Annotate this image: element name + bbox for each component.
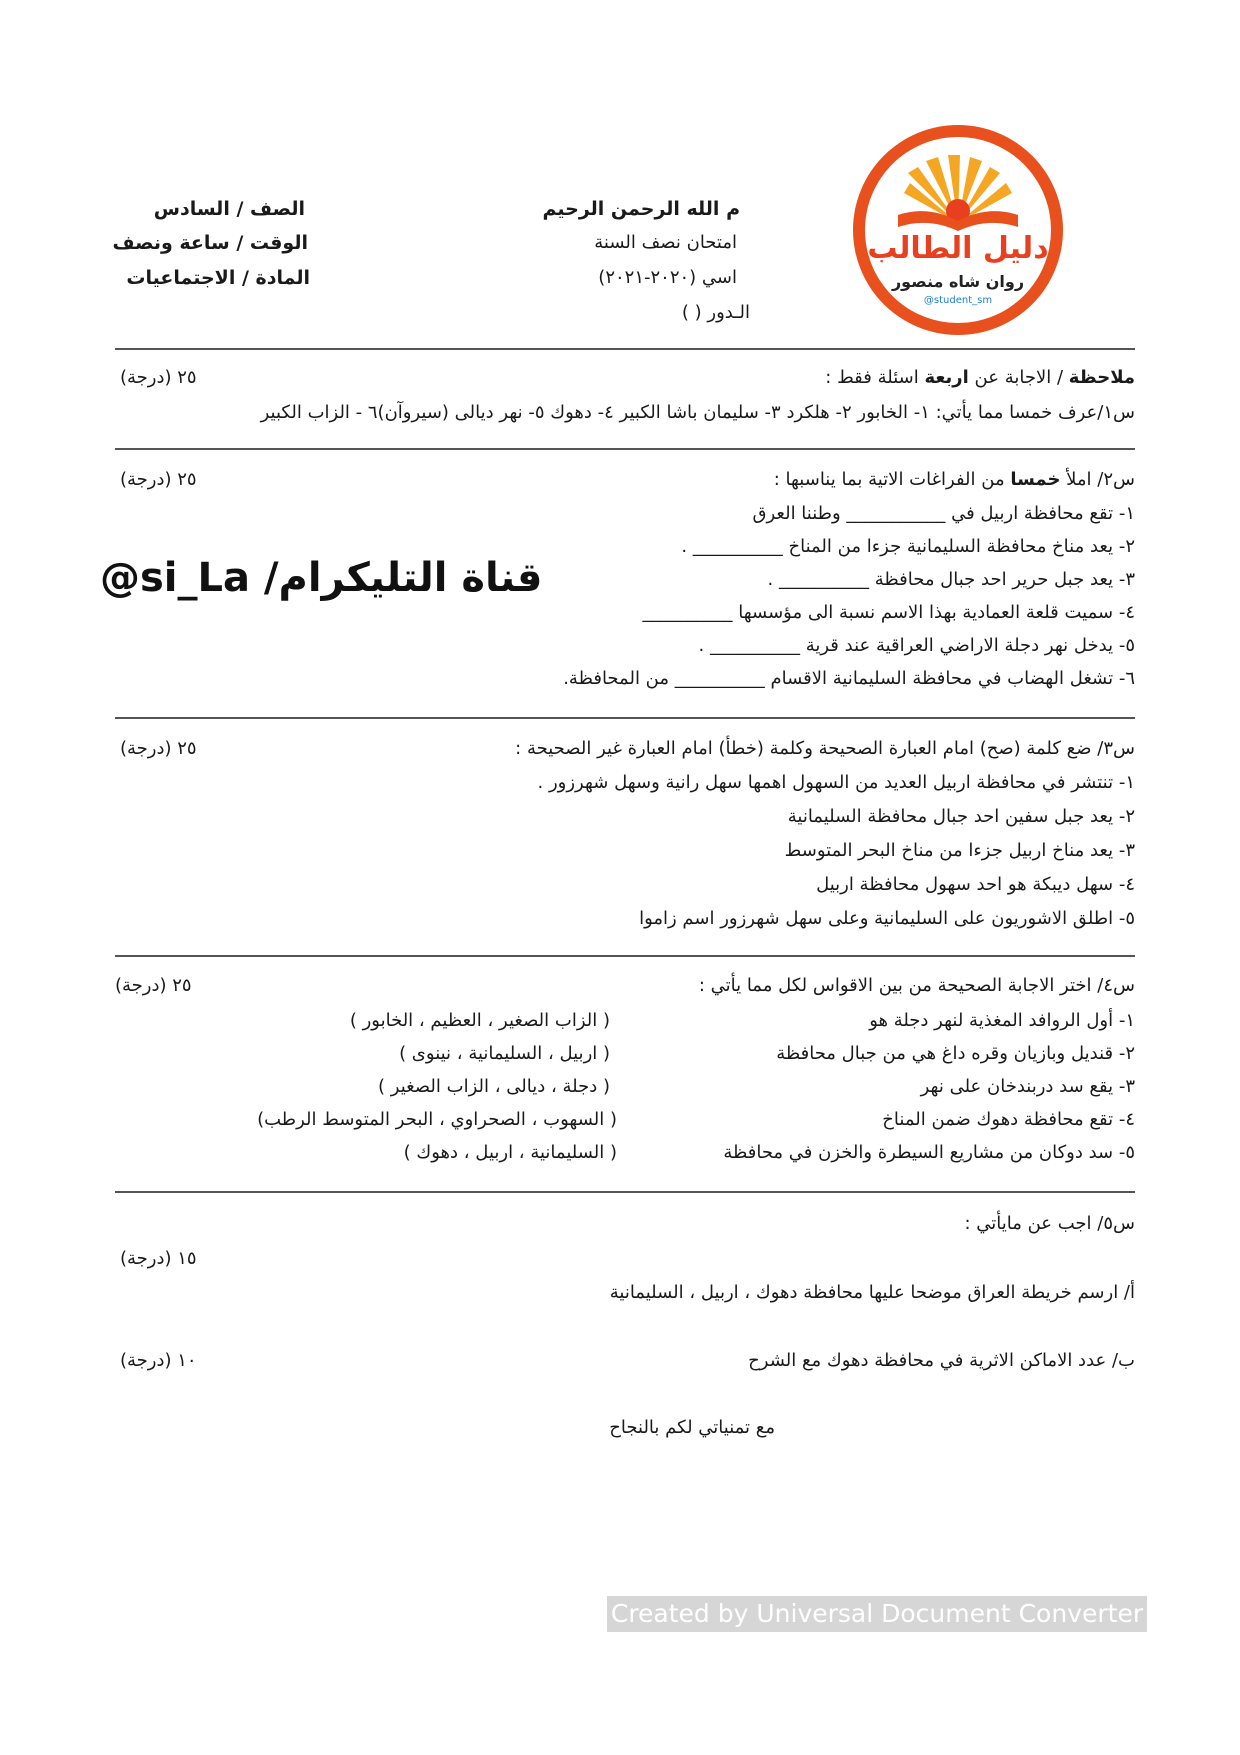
q4-options: ( دجلة ، ديالى ، الزاب الصغير ) — [378, 1076, 610, 1097]
exam-year: اسي (٢٠٢٠-٢٠٢١) — [598, 267, 737, 288]
q2-item: ٦- تشغل الهضاب في محافظة السليمانية الاقسام __________ من المحافظة. — [563, 668, 1135, 689]
q1-points: ٢٥ (درجة) — [120, 367, 197, 388]
logo-handle: @student_sm — [923, 295, 993, 306]
q2-title-a: س٢/ املأ — [1060, 469, 1135, 490]
exam-round: الـدور ( ) — [681, 302, 750, 323]
q4-options: ( السهوب ، الصحراوي ، البحر المتوسط الرطب) — [257, 1109, 617, 1130]
q2-title-bold: خمسا — [1010, 469, 1061, 490]
q1-text: س١/عرف خمسا مما يأتي: ١- الخابور ٢- هلكرد ٣- سليمان باشا الكبير ٤- دهوك ٥- نهر ديالى (سيروآن)٦ - الزاب الكبير — [260, 402, 1135, 423]
q3-item: ٢- يعد جبل سفين احد جبال محافظة السليمانية — [787, 806, 1135, 827]
q4-options: ( الزاب الصغير ، العظيم ، الخابور ) — [349, 1010, 610, 1031]
q3-item: ٣- يعد مناخ اربيل جزءا من مناخ البحر المتوسط — [784, 840, 1135, 861]
time: الوقت / ساعة ونصف — [112, 232, 308, 254]
divider — [115, 1191, 1135, 1193]
book-sun-icon — [888, 153, 1028, 231]
q4-options: ( اربيل ، السليمانية ، نينوى ) — [399, 1043, 610, 1064]
q3-title: س٣/ ضع كلمة (صح) امام العبارة الصحيحة وكلمة (خطأ) امام العبارة غير الصحيحة : — [515, 738, 1135, 759]
telegram-channel: قناة التليكرام/ si_La@ — [100, 555, 543, 601]
q3-points: ٢٥ (درجة) — [120, 738, 197, 759]
q5b-points: ١٠ (درجة) — [120, 1350, 197, 1371]
exam-title: امتحان نصف السنة — [594, 232, 737, 253]
brand-logo — [853, 125, 1063, 335]
q5a-text: أ/ ارسم خريطة العراق موضحا عليها محافظة دهوك ، اربيل ، السليمانية — [609, 1282, 1135, 1303]
note-text: / الاجابة عن — [968, 367, 1069, 388]
basmala: م الله الرحمن الرحيم — [542, 198, 740, 220]
q4-points: ٢٥ (درجة) — [115, 975, 192, 996]
divider — [115, 717, 1135, 719]
q4-title: س٤/ اختر الاجابة الصحيحة من بين الاقواس لكل مما يأتي : — [698, 975, 1135, 996]
closing-note: مع تمنياتي لكم بالنجاح — [609, 1417, 775, 1438]
q4-question: ٢- قنديل وبازيان وقره داغ هي من جبال محافظة — [776, 1043, 1135, 1064]
note-count: اربعة — [924, 367, 969, 388]
note-line — [825, 367, 1135, 388]
note-label: ملاحظة — [1068, 367, 1135, 388]
divider — [115, 348, 1135, 350]
logo-title: دليل الطالب — [867, 231, 1049, 266]
q4-question: ٥- سد دوكان من مشاريع السيطرة والخزن في محافظة — [723, 1142, 1135, 1163]
q4-question: ٣- يقع سد دربندخان على نهر — [920, 1076, 1135, 1097]
q2-title — [774, 469, 1135, 490]
q4-question: ١- أول الروافد المغذية لنهر دجلة هو — [869, 1010, 1135, 1031]
note-end: اسئلة فقط : — [825, 367, 925, 388]
q2-item: ١- تقع محافظة اربيل في ___________ وطننا العرق — [752, 503, 1135, 524]
q5a-points: ١٥ (درجة) — [120, 1248, 197, 1269]
divider — [115, 955, 1135, 957]
q4-question: ٤- تقع محافظة دهوك ضمن المناخ — [882, 1109, 1135, 1130]
q2-item: ٣- يعد جبل حرير احد جبال محافظة __________ . — [767, 569, 1135, 590]
q2-title-b: من الفراغات الاتية بما يناسبها : — [773, 469, 1011, 490]
q2-item: ٢- يعد مناخ محافظة السليمانية جزءا من المناخ __________ . — [681, 536, 1135, 557]
q2-points: ٢٥ (درجة) — [120, 469, 197, 490]
converter-watermark: Created by Universal Document Converter — [607, 1596, 1147, 1632]
grade: الصف / السادس — [153, 198, 305, 220]
q3-item: ٥- اطلق الاشوريون على السليمانية وعلى سهل شهرزور اسم زاموا — [639, 908, 1135, 929]
q3-item: ٤- سهل ديبكة هو احد سهول محافظة اربيل — [816, 874, 1135, 895]
logo-subtitle: روان شاه منصور — [891, 272, 1025, 291]
q5b-text: ب/ عدد الاماكن الاثرية في محافظة دهوك مع الشرح — [748, 1350, 1135, 1371]
q4-options: ( السليمانية ، اربيل ، دهوك ) — [403, 1142, 617, 1163]
q2-item: ٤- سميت قلعة العمادية بهذا الاسم نسبة الى مؤسسها __________ — [642, 602, 1135, 623]
q5-title: س٥/ اجب عن مايأتي : — [964, 1213, 1135, 1234]
subject: المادة / الاجتماعيات — [126, 267, 310, 289]
divider — [115, 448, 1135, 450]
q3-item: ١- تنتشر في محافظة اربيل العديد من السهول اهمها سهل رانية وسهل شهرزور . — [537, 772, 1135, 793]
q2-item: ٥- يدخل نهر دجلة الاراضي العراقية عند قرية __________ . — [698, 635, 1135, 656]
